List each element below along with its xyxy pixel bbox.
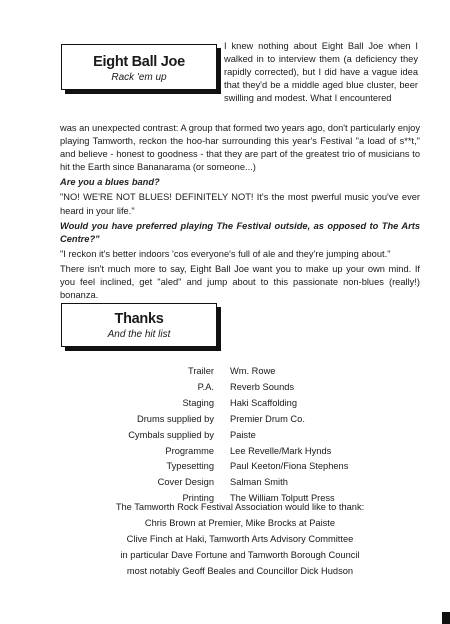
credit-role: Programme: [165, 445, 214, 456]
credit-name: Reverb Sounds: [230, 381, 295, 392]
credit-name: Paul Keeton/Fiona Stephens: [230, 461, 349, 472]
credit-role: Typesetting: [166, 461, 214, 472]
credit-row: [60, 396, 420, 412]
credits-list: [60, 364, 420, 507]
credit-name: The William Tolputt Press: [230, 493, 335, 504]
thanks-title: Thanks: [114, 311, 164, 327]
article-intro: I knew nothing about Eight Ball Joe when I walked in to interview them (a deficiency they rapidly corrected), but I did have a vague idea that they'd be a middle aged blue cluster, beer swilling and modest. What I encountered: [224, 41, 418, 104]
credit-row: [60, 380, 420, 396]
credit-row: [60, 364, 420, 380]
thanks-title-box: [61, 303, 217, 347]
credit-role: Drums supplied by: [137, 413, 214, 424]
credit-row: [60, 475, 420, 491]
thanks-subtitle: And the hit list: [107, 329, 171, 340]
article-paragraph: was an unexpected contrast: A group that formed two years ago, don't particularly enjoy playing Tamworth, reckon the hoo-har surrounding this year's Festival "a load of s**t," and believe - honest to goodness - that they are part of the greatest trio of musicians to hit the Earth since Bananarama (or someone...): [60, 123, 420, 173]
credit-role: P.A.: [197, 381, 214, 392]
page-edge-mark: [442, 612, 450, 624]
credit-role: Printing: [182, 493, 214, 504]
credit-row: [60, 428, 420, 444]
interview-answer: "I reckon it's better indoors 'cos everyone's full of ale and they're jumping about.": [60, 248, 391, 259]
interview-question: Would you have preferred playing The Festival outside, as opposed to The Arts Centre?": [60, 220, 420, 244]
interview-question: Are you a blues band?: [60, 177, 160, 188]
credit-name: Salman Smith: [230, 477, 288, 488]
credit-name: Lee Revelle/Mark Hynds: [230, 445, 332, 456]
thanks-line: Clive Finch at Haki, Tamworth Arts Advisory Committee: [126, 533, 354, 544]
interview-answer: "NO! WE'RE NOT BLUES! DEFINITELY NOT! It's the most pwerful music you've ever heard in your life.": [60, 192, 420, 216]
thanks-line: in particular Dave Fortune and Tamworth Borough Council: [120, 549, 360, 560]
article-title-box: [61, 44, 217, 90]
thanks-line: The Tamworth Rock Festival Association would like to thank:: [115, 502, 365, 512]
credit-role: Cymbals supplied by: [128, 429, 214, 440]
credit-row: [60, 459, 420, 475]
article-body: [60, 122, 420, 304]
credit-role: Cover Design: [157, 477, 214, 488]
article-title: Eight Ball Joe: [93, 54, 185, 70]
thanks-line: Chris Brown at Premier, Mike Brocks at Paiste: [144, 517, 336, 528]
credit-name: Haki Scaffolding: [230, 397, 298, 408]
thanks-message: [60, 500, 420, 580]
article-subtitle: Rack 'em up: [111, 72, 167, 83]
credit-row: [60, 412, 420, 428]
article-paragraph: There isn't much more to say, Eight Ball Joe want you to make up your own mind. If you feel inclined, get "aled" and jump about to this passionate non-blues (really!) bonanza.: [60, 263, 420, 301]
credit-name: Paiste: [230, 429, 256, 440]
credit-role: Staging: [182, 397, 214, 408]
credit-name: Wm. Rowe: [230, 366, 276, 376]
credit-name: Premier Drum Co.: [230, 413, 305, 424]
thanks-line: most notably Geoff Beales and Councillor Dick Hudson: [126, 565, 354, 576]
credit-row: [60, 444, 420, 460]
credit-role: Trailer: [188, 366, 214, 376]
